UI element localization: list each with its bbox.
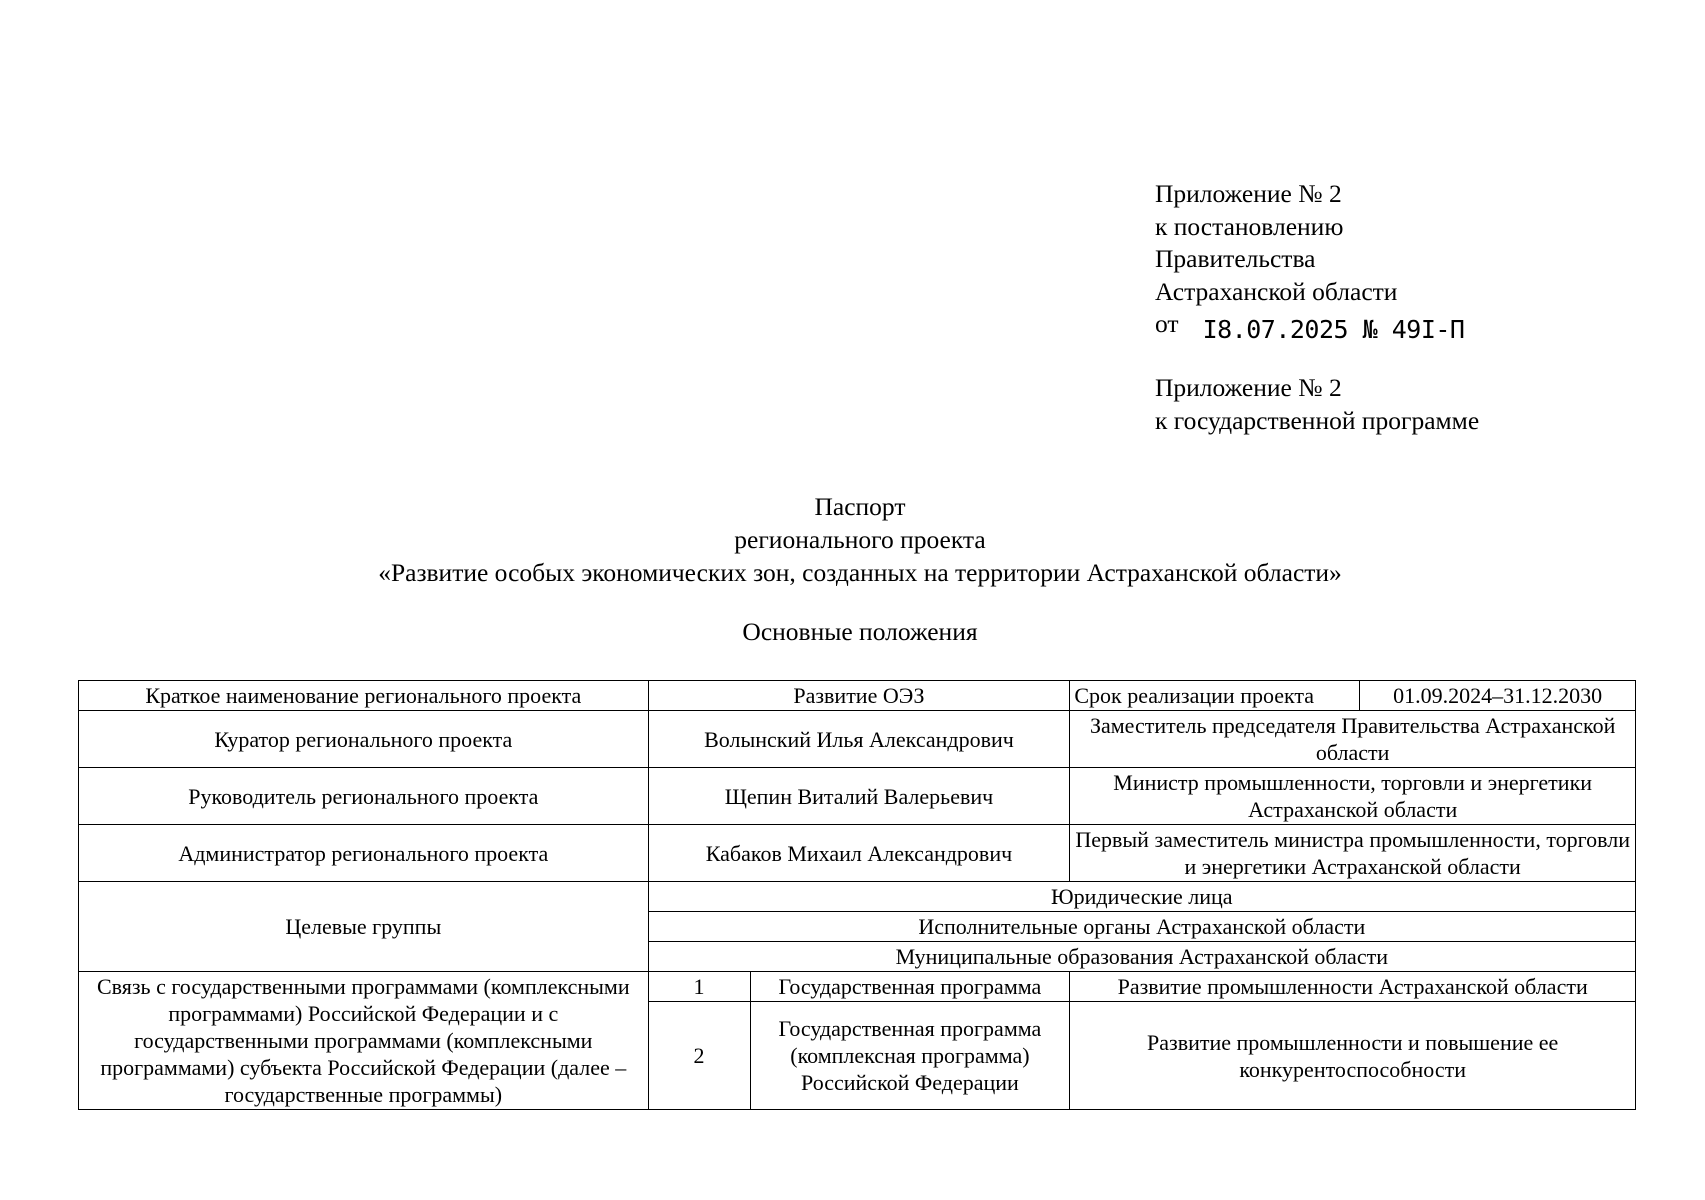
- program-name: Развитие промышленности и повышение ее конкурентоспособности: [1070, 1002, 1636, 1110]
- table-row: [79, 825, 1636, 882]
- head-label: Руководитель регионального проекта: [79, 768, 649, 825]
- term-label: Срок реализации проекта: [1070, 681, 1360, 711]
- resolution-date-number: I8.07.2025 № 49I-П: [1202, 315, 1465, 344]
- target-groups-label: Целевые группы: [79, 882, 649, 972]
- curator-position: Заместитель председателя Правительства Астраханской области: [1070, 711, 1636, 768]
- table-row: [79, 768, 1636, 825]
- title-regional-project: регионального проекта: [734, 525, 986, 554]
- appendix-government: Правительства: [1155, 244, 1316, 273]
- curator-name: Волынский Илья Александрович: [648, 711, 1070, 768]
- admin-name: Кабаков Михаил Александрович: [648, 825, 1070, 882]
- title-project-name: «Развитие особых экономических зон, созданных на территории Астраханской области»: [378, 558, 1342, 587]
- program-link-label: Связь с государственными программами (комплексными программами) Российской Федерации и с государственными программами (комплексными программами) субъекта Российской Федерации (далее – государственные программы): [79, 972, 649, 1110]
- table-row: [79, 972, 1636, 1002]
- project-passport-table: [78, 680, 1636, 1110]
- appendix-number: Приложение № 2: [1155, 179, 1342, 208]
- short-name-value: Развитие ОЭЗ: [648, 681, 1070, 711]
- target-group: Исполнительные органы Астраханской области: [648, 912, 1635, 942]
- section-subtitle: Основные положения: [742, 617, 978, 646]
- table-row: [79, 882, 1636, 912]
- short-name-label: Краткое наименование регионального проекта: [79, 681, 649, 711]
- document-title: [0, 490, 1705, 589]
- appendix-to-program: к государственной программе: [1155, 405, 1480, 435]
- program-number: 1: [648, 972, 750, 1002]
- appendix-number-2: Приложение № 2: [1155, 373, 1342, 402]
- head-name: Щепин Виталий Валерьевич: [648, 768, 1070, 825]
- curator-label: Куратор регионального проекта: [79, 711, 649, 768]
- program-type: Государственная программа (комплексная программа) Российской Федерации: [750, 1002, 1070, 1110]
- target-group: Юридические лица: [648, 882, 1635, 912]
- table-row: [79, 681, 1636, 711]
- admin-label: Администратор регионального проекта: [79, 825, 649, 882]
- table-row: [79, 711, 1636, 768]
- target-group: Муниципальные образования Астраханской области: [648, 942, 1635, 972]
- appendix-resolution-block: [1155, 178, 1465, 347]
- appendix-program-block: [1155, 372, 1479, 437]
- program-name: Развитие промышленности Астраханской области: [1070, 972, 1636, 1002]
- term-value: 01.09.2024–31.12.2030: [1360, 681, 1636, 711]
- date-prefix: от: [1155, 309, 1179, 338]
- admin-position: Первый заместитель министра промышленности, торговли и энергетики Астраханской области: [1070, 825, 1636, 882]
- title-passport: Паспорт: [814, 492, 906, 521]
- resolution-date-line: [1155, 308, 1465, 347]
- program-type: Государственная программа: [750, 972, 1070, 1002]
- appendix-to-resolution: к постановлению: [1155, 211, 1344, 241]
- program-number: 2: [648, 1002, 750, 1110]
- appendix-region: Астраханской области: [1155, 276, 1398, 306]
- head-position: Министр промышленности, торговли и энергетики Астраханской области: [1070, 768, 1636, 825]
